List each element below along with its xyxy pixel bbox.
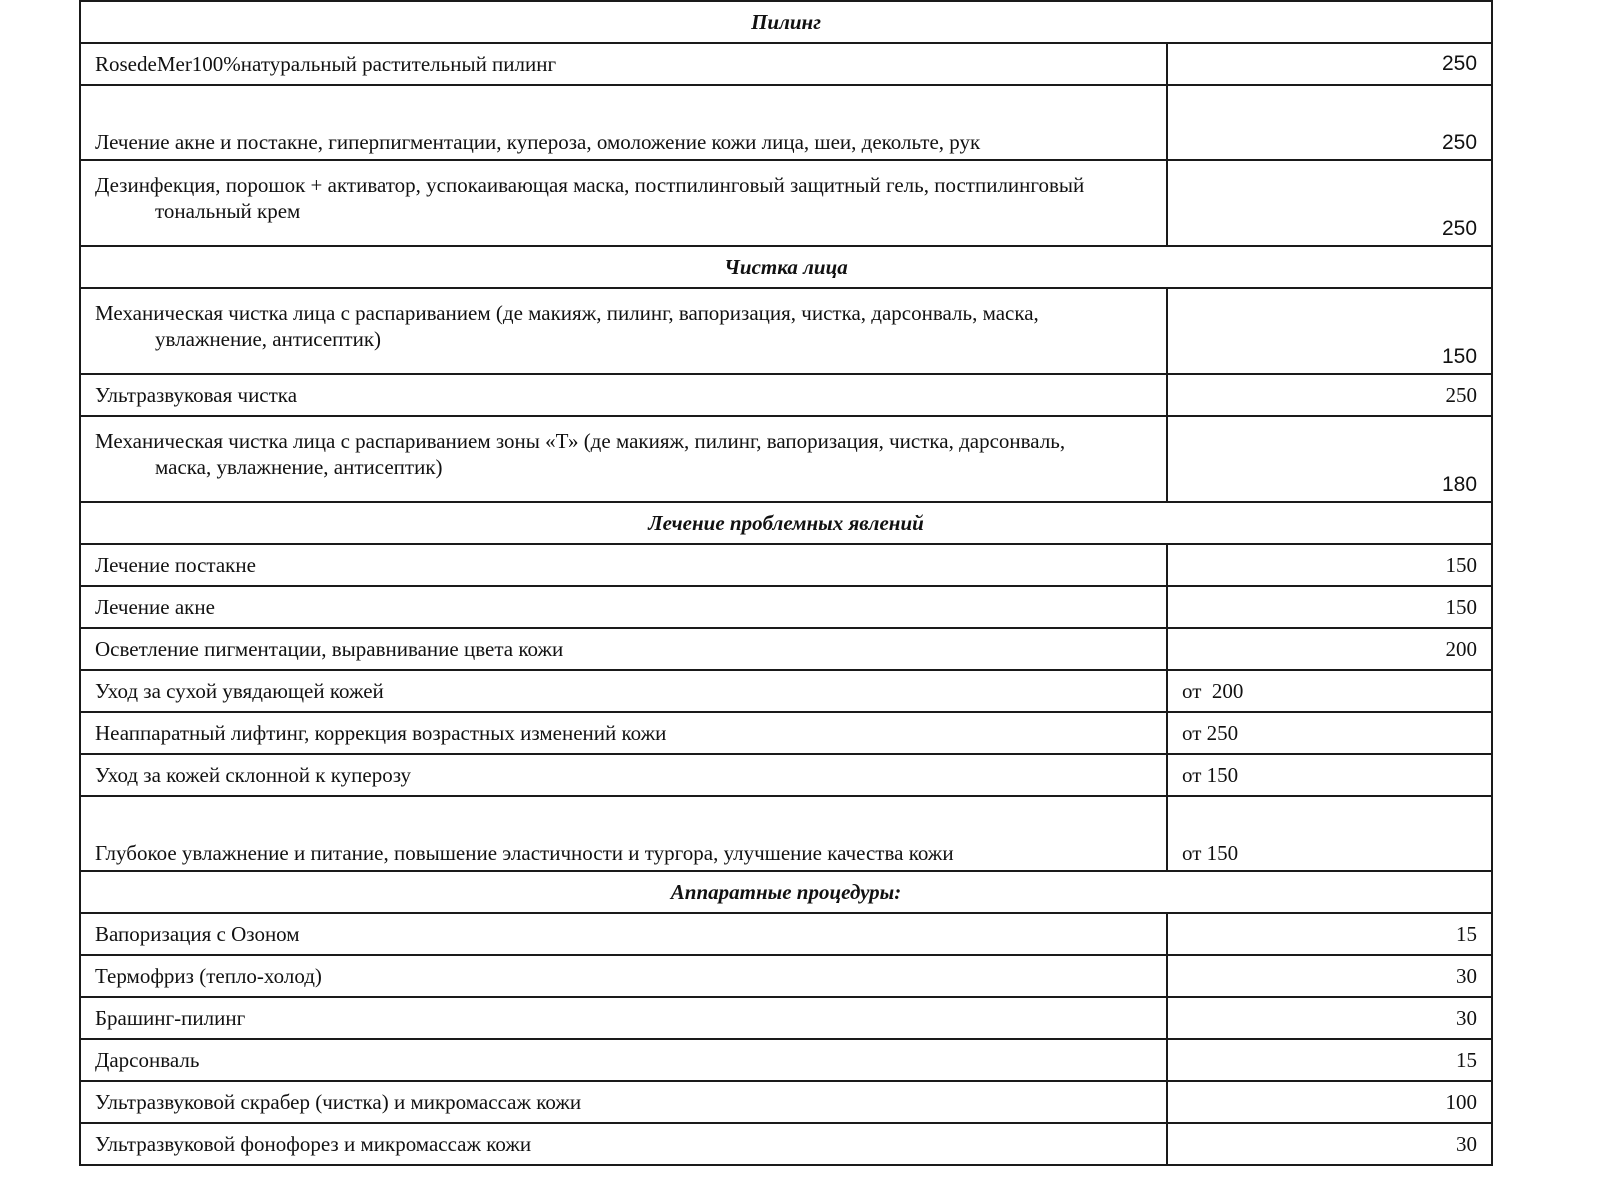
service-price: от 150 bbox=[1167, 754, 1492, 796]
table-row bbox=[80, 628, 1492, 670]
table-row bbox=[80, 586, 1492, 628]
service-price: от 250 bbox=[1167, 712, 1492, 754]
service-name: Лечение акне и постакне, гиперпигментации, купероза, омоложение кожи лица, шеи, декольте, рук bbox=[80, 85, 1167, 160]
table-row bbox=[80, 544, 1492, 586]
service-name bbox=[80, 288, 1167, 374]
table-row bbox=[80, 288, 1492, 374]
service-price: 100 bbox=[1167, 1081, 1492, 1123]
table-row bbox=[80, 955, 1492, 997]
table-row bbox=[80, 1123, 1492, 1165]
section-header-chistka bbox=[80, 246, 1492, 288]
service-price: от 150 bbox=[1167, 796, 1492, 871]
table-row bbox=[80, 997, 1492, 1039]
service-price: 150 bbox=[1167, 544, 1492, 586]
service-price: 250 bbox=[1167, 374, 1492, 416]
service-price: 250 bbox=[1167, 85, 1492, 160]
service-price: 250 bbox=[1167, 43, 1492, 85]
service-name: Ультразвуковой фонофорез и микромассаж кожи bbox=[80, 1123, 1167, 1165]
service-name: Вапоризация с Озоном bbox=[80, 913, 1167, 955]
price-table bbox=[79, 0, 1493, 1166]
service-price: 150 bbox=[1167, 586, 1492, 628]
service-name: Уход за кожей склонной к куперозу bbox=[80, 754, 1167, 796]
table-row bbox=[80, 160, 1492, 246]
service-name bbox=[80, 416, 1167, 502]
section-header-lechenie bbox=[80, 502, 1492, 544]
service-price: от 200 bbox=[1167, 670, 1492, 712]
section-title: Лечение проблемных явлений bbox=[80, 502, 1492, 544]
table-row bbox=[80, 913, 1492, 955]
table-row bbox=[80, 1081, 1492, 1123]
service-name bbox=[80, 160, 1167, 246]
service-price: 180 bbox=[1167, 416, 1492, 502]
table-row bbox=[80, 43, 1492, 85]
service-price: 30 bbox=[1167, 955, 1492, 997]
service-name: Глубокое увлажнение и питание, повышение эластичности и тургора, улучшение качества кожи bbox=[80, 796, 1167, 871]
service-name-line: увлажнение, антисептик) bbox=[155, 327, 382, 351]
service-price: 30 bbox=[1167, 1123, 1492, 1165]
table-row bbox=[80, 712, 1492, 754]
service-price: 200 bbox=[1167, 628, 1492, 670]
section-header-apparat bbox=[80, 871, 1492, 913]
service-name-line: маска, увлажнение, антисептик) bbox=[155, 455, 443, 479]
table-row bbox=[80, 670, 1492, 712]
service-price: 30 bbox=[1167, 997, 1492, 1039]
service-price: 15 bbox=[1167, 913, 1492, 955]
service-name-line: Механическая чистка лица с распариванием (де макияж, пилинг, вапоризация, чистка, дарсонваль, маска, bbox=[95, 301, 1039, 325]
table-row bbox=[80, 796, 1492, 871]
service-name: Уход за сухой увядающей кожей bbox=[80, 670, 1167, 712]
service-name: Ультразвуковая чистка bbox=[80, 374, 1167, 416]
service-price: 150 bbox=[1167, 288, 1492, 374]
service-name: Брашинг-пилинг bbox=[80, 997, 1167, 1039]
service-name: Ультразвуковой скрабер (чистка) и микромассаж кожи bbox=[80, 1081, 1167, 1123]
service-name: Дарсонваль bbox=[80, 1039, 1167, 1081]
service-name: Термофриз (тепло-холод) bbox=[80, 955, 1167, 997]
service-price: 250 bbox=[1167, 160, 1492, 246]
service-name: Лечение постакне bbox=[80, 544, 1167, 586]
table-row bbox=[80, 754, 1492, 796]
service-name-line: тональный крем bbox=[155, 199, 301, 223]
service-name: Лечение акне bbox=[80, 586, 1167, 628]
table-row bbox=[80, 416, 1492, 502]
service-name: Неаппаратный лифтинг, коррекция возрастных изменений кожи bbox=[80, 712, 1167, 754]
service-name-line: Дезинфекция, порошок + активатор, успокаивающая маска, постпилинговый защитный гель, постпилинговый bbox=[95, 173, 1085, 197]
service-name: Осветление пигментации, выравнивание цвета кожи bbox=[80, 628, 1167, 670]
section-title: Чистка лица bbox=[80, 246, 1492, 288]
table-row bbox=[80, 85, 1492, 160]
table-row bbox=[80, 374, 1492, 416]
table-row bbox=[80, 1039, 1492, 1081]
section-title: Аппаратные процедуры: bbox=[80, 871, 1492, 913]
service-name: RosedeMer100%натуральный растительный пилинг bbox=[80, 43, 1167, 85]
service-name-line: Механическая чистка лица с распариванием зоны «Т» (де макияж, пилинг, вапоризация, чистка, дарсонваль, bbox=[95, 429, 1066, 453]
service-price: 15 bbox=[1167, 1039, 1492, 1081]
section-header-piling bbox=[80, 1, 1492, 43]
section-title: Пилинг bbox=[80, 1, 1492, 43]
